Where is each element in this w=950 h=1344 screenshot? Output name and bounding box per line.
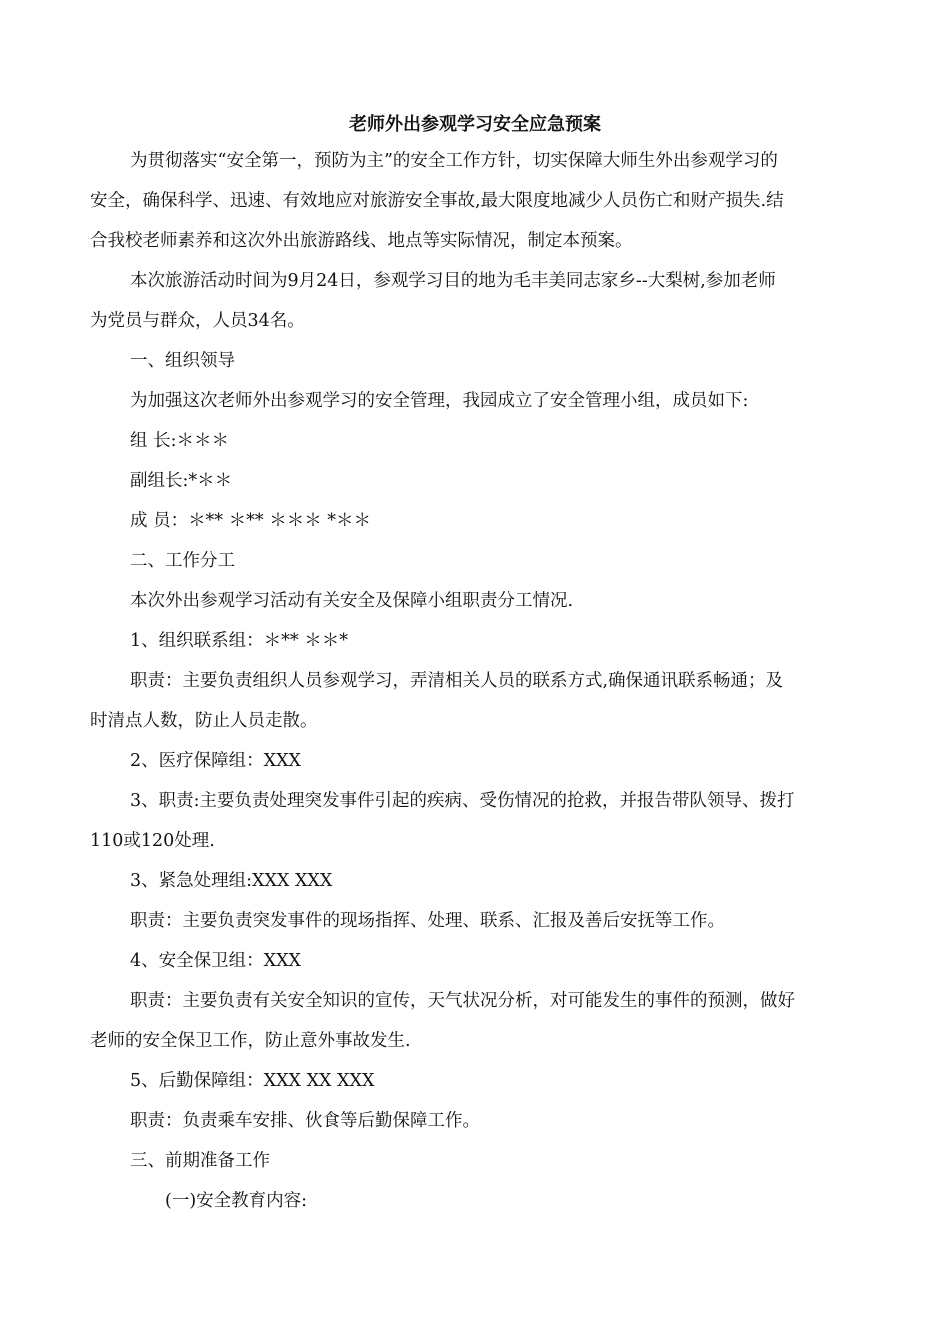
paragraph-line: 110或120处理. <box>90 831 215 851</box>
paragraph-line: 职责：负责乘车安排、伙食等后勤保障工作。 <box>130 1111 480 1131</box>
paragraph-line: 本次旅游活动时间为9月24日，参观学习目的地为毛丰美同志家乡--大梨树,参加老师 <box>130 271 776 291</box>
paragraph-line: 职责：主要负责组织人员参观学习，弄清相关人员的联系方式,确保通讯联系畅通；及 <box>130 671 784 691</box>
paragraph-line: 为加强这次老师外出参观学习的安全管理，我园成立了安全管理小组，成员如下: <box>130 391 749 411</box>
group-line: 5、后勤保障组：XXX XX XXX <box>130 1071 375 1091</box>
paragraph-line: 安全，确保科学、迅速、有效地应对旅游安全事故,最大限度地减少人员伤亡和财产损失.结 <box>90 191 784 211</box>
subsection-heading: (一)安全教育内容: <box>165 1191 308 1211</box>
document-title: 老师外出参观学习安全应急预案 <box>349 114 601 135</box>
group-line: 2、医疗保障组：XXX <box>130 751 302 771</box>
group-line: 4、安全保卫组：XXX <box>130 951 302 971</box>
paragraph-line: 职责：主要负责突发事件的现场指挥、处理、联系、汇报及善后安抚等工作。 <box>130 911 725 931</box>
paragraph-line: 老师的安全保卫工作，防止意外事故发生. <box>90 1031 411 1051</box>
member-line: 成 员：＊** ＊** ＊＊＊ *＊＊ <box>130 511 372 531</box>
member-line: 副组长:*＊＊ <box>130 471 233 491</box>
section-heading: 一、组织领导 <box>130 351 235 371</box>
paragraph-line: 3、职责:主要负责处理突发事件引起的疾病、受伤情况的抢救，并报告带队领导、拨打 <box>130 791 795 811</box>
section-heading: 三、前期准备工作 <box>130 1151 270 1171</box>
paragraph-line: 合我校老师素养和这次外出旅游路线、地点等实际情况，制定本预案。 <box>90 231 633 251</box>
paragraph-line: 职责：主要负责有关安全知识的宣传，天气状况分析，对可能发生的事件的预测，做好 <box>130 991 795 1011</box>
paragraph-line: 为贯彻落实“安全第一，预防为主”的安全工作方针，切实保障大师生外出参观学习的 <box>130 151 778 171</box>
section-heading: 二、工作分工 <box>130 551 235 571</box>
member-line: 组 长:＊＊＊ <box>130 431 229 451</box>
group-line: 3、紧急处理组:XXX XXX <box>130 871 333 891</box>
group-line: 1、组织联系组：＊** ＊＊* <box>130 631 348 651</box>
paragraph-line: 时清点人数，防止人员走散。 <box>90 711 318 731</box>
paragraph-line: 为党员与群众，人员34名。 <box>90 311 305 331</box>
paragraph-line: 本次外出参观学习活动有关安全及保障小组职责分工情况. <box>130 591 574 611</box>
